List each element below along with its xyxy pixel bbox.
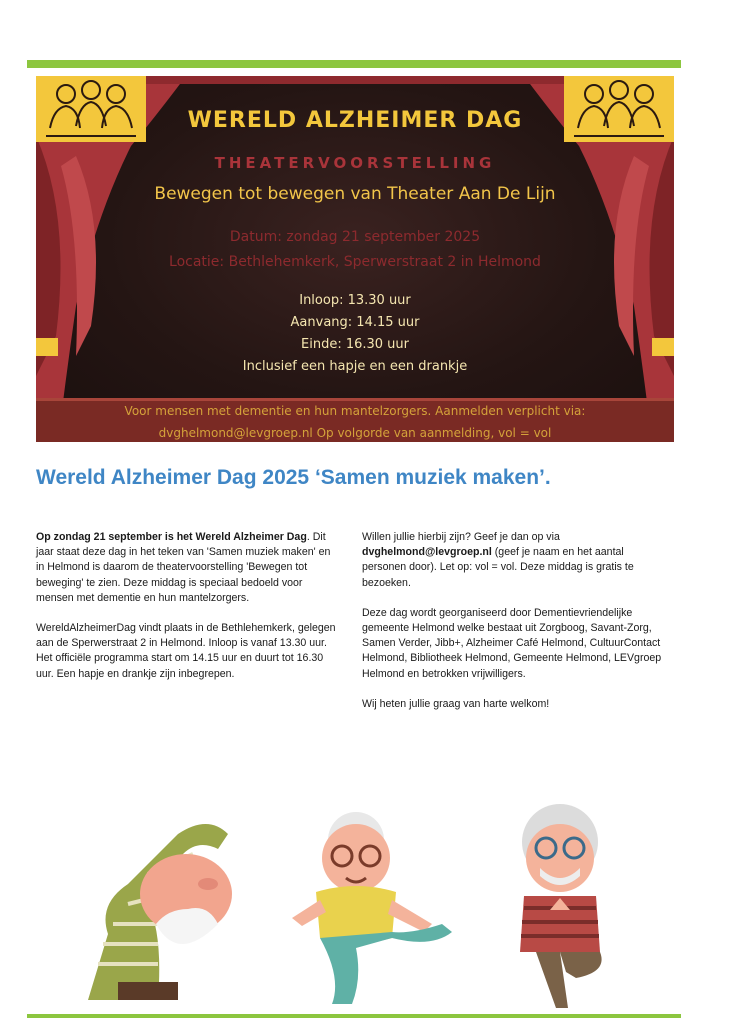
poster-einde: Einde: 16.30 uur <box>301 337 409 352</box>
poster-subtitle: THEATERVOORSTELLING <box>214 154 496 172</box>
article-left-column <box>36 530 336 697</box>
right-paragraph-1-rest: (geef je naam en het aantal personen door). Let op: vol = vol. Deze middag is gratis te bezoeken. <box>362 546 634 589</box>
poster-show-name: Bewegen tot bewegen van Theater Aan De Lijn <box>154 184 556 204</box>
yoga-woman-illustration <box>282 808 458 1004</box>
bottom-divider <box>27 1014 681 1018</box>
poster-location: Locatie: Bethlehemkerk, Sperwerstraat 2 in Helmond <box>169 254 541 270</box>
article-right-column <box>362 530 662 727</box>
left-paragraph-1-text: . Dit jaar staat deze dag in het teken van 'Samen muziek maken' en in Helmond is daarom de theatervoorstelling 'Bewegen tot beweging' te zien. Deze middag is speciaal bedoeld voor mensen met dementie en hun mantelzorgers. <box>36 531 331 604</box>
poster-aanvang: Aanvang: 14.15 uur <box>290 315 420 330</box>
poster-footer-line-1: Voor mensen met dementie en hun mantelzorgers. Aanmelden verplicht via: <box>124 404 586 418</box>
event-poster <box>36 76 674 442</box>
poster-date: Datum: zondag 21 september 2025 <box>229 229 481 245</box>
left-paragraph-1-bold: Op zondag 21 september is het Wereld Alzheimer Dag <box>36 531 307 543</box>
article-heading: Wereld Alzheimer Dag 2025 ‘Samen muziek maken’. <box>36 466 551 489</box>
right-paragraph-1-intro: Willen jullie hierbij zijn? Geef je dan op via <box>362 531 560 543</box>
poster-footer-line-2: dvghelmond@levgroep.nl Op volgorde van aanmelding, vol = vol <box>158 426 552 440</box>
balancing-man-illustration <box>496 802 624 1008</box>
left-paragraph-1 <box>36 530 336 606</box>
stretching-man-illustration <box>68 814 238 1000</box>
poster-times <box>36 290 674 378</box>
top-divider <box>27 60 681 68</box>
right-paragraph-1 <box>362 530 662 591</box>
poster-title: WERELD ALZHEIMER DAG <box>187 108 523 133</box>
left-paragraph-2: WereldAlzheimerDag vindt plaats in de Bethlehemkerk, gelegen aan de Sperwerstraat 2 in Helmond. Inloop is vanaf 13.30 uur. Het officiële programma start om 14.15 uur en duurt tot 16.30 uur. Een hapje en drankje zijn inbegrepen. <box>36 622 336 680</box>
right-paragraph-3: Wij heten jullie graag van harte welkom! <box>362 697 550 710</box>
poster-inclusief: Inclusief een hapje en een drankje <box>242 359 468 374</box>
poster-footer <box>36 400 674 442</box>
signup-email: dvghelmond@levgroep.nl <box>362 546 492 559</box>
right-paragraph-2: Deze dag wordt georganiseerd door Dementievriendelijke gemeente Helmond welke bestaat uit Zorgboog, Savant-Zorg, Samen Verder, Jibb+, Alzheimer Café Helmond, CultuurContact Helmond, Bibliotheek Helmond, Gemeente Helmond, LEVgroep Helmond en betrokken vrijwilligers. <box>362 606 662 680</box>
poster-inloop: Inloop: 13.30 uur <box>299 293 411 308</box>
